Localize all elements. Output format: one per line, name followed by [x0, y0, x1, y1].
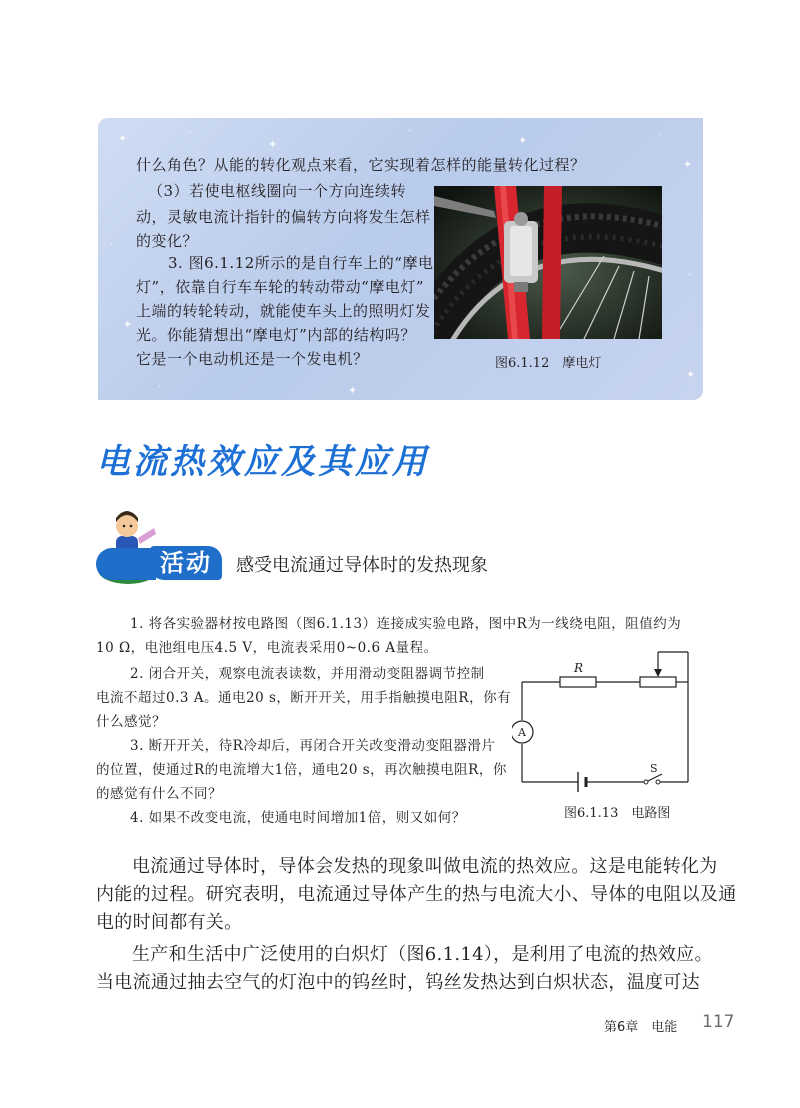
resistor-label: R	[574, 661, 584, 675]
activity-line-9: 4. 如果不改变电流，使通电时间增加1倍，则又如何？	[130, 810, 466, 826]
discussion-box: ✦ · ✦ · ✦ · ✦ · ✦ · ✦ · ✦	[98, 118, 703, 400]
circuit-diagram	[512, 644, 702, 794]
activity-title: 感受电流通过导体时的发热现象	[236, 555, 488, 576]
box-line-3: 动，灵敏电流计指针的偏转方向将发生怎样	[136, 208, 431, 226]
bicycle-dynamo-photo	[434, 186, 662, 339]
body-line-1: 电流通过导体时，导体会发热的现象叫做电流的热效应。这是电能转化为	[132, 856, 718, 877]
rheostat-symbol	[640, 677, 676, 687]
activity-line-8: 的感觉有什么不同？	[96, 786, 222, 802]
activity-line-4: 电流不超过0.3 A。通电20 s，断开开关，用手指触摸电阻R，你有	[96, 690, 512, 706]
page-number: 117	[702, 1012, 735, 1032]
resistor-r-symbol	[560, 677, 596, 687]
activity-line-1: 1. 将各实验器材按电路图（图6.1.13）连接成实验电路，图中R为一线绕电阻，阻值约为	[130, 616, 682, 632]
box-line-2: （3）若使电枢线圈向一个方向连续转	[148, 182, 407, 200]
box-line-6: 灯”，依靠自行车车轮的转动带动“摩电灯”	[136, 278, 425, 296]
box-line-9: 它是一个电动机还是一个发电机？	[136, 350, 369, 368]
photo-caption: 图6.1.12 摩电灯	[495, 356, 602, 371]
body-line-4: 生产和生活中广泛使用的白炽灯（图6.1.14），是利用了电流的热效应。	[132, 944, 713, 965]
activity-line-2: 10 Ω，电池组电压4.5 V，电流表采用0~0.6 A量程。	[96, 640, 438, 656]
box-line-4: 的变化？	[136, 232, 199, 250]
activity-band	[96, 548, 156, 580]
box-line-1: 什么角色？从能的转化观点来看，它实现着怎样的能量转化过程？	[136, 156, 586, 174]
footer-chapter: 第6章 电能	[604, 1020, 678, 1035]
body-line-3: 电的时间都有关。	[96, 912, 243, 933]
section-title: 电流热效应及其应用	[96, 442, 429, 482]
switch-label: S	[650, 762, 658, 775]
ammeter-label: A	[518, 726, 526, 739]
box-line-7: 上端的转轮转动，就能使车头上的照明灯发	[136, 302, 431, 320]
activity-line-7: 的位置，使通过R的电流增大1倍，通电20 s，再次触摸电阻R，你	[96, 762, 507, 778]
circuit-caption: 图6.1.13 电路图	[564, 806, 671, 821]
activity-line-5: 什么感觉？	[96, 714, 166, 730]
box-line-5: 3. 图6.1.12所示的是自行车上的“摩电	[168, 254, 434, 272]
activity-line-6: 3. 断开开关，待R冷却后，再闭合开关改变滑动变阻器滑片	[130, 738, 496, 754]
activity-label: 活动	[150, 546, 222, 580]
activity-line-3: 2. 闭合开关，观察电流表读数，并用滑动变阻器调节控制	[130, 666, 485, 682]
body-line-5: 当电流通过抽去空气的灯泡中的钨丝时，钨丝发热达到白炽状态，温度可达	[96, 972, 700, 993]
body-line-2: 内能的过程。研究表明，电流通过导体产生的热与电流大小、导体的电阻以及通	[96, 884, 737, 905]
box-line-8: 光。你能猜想出“摩电灯”内部的结构吗？	[136, 326, 416, 344]
